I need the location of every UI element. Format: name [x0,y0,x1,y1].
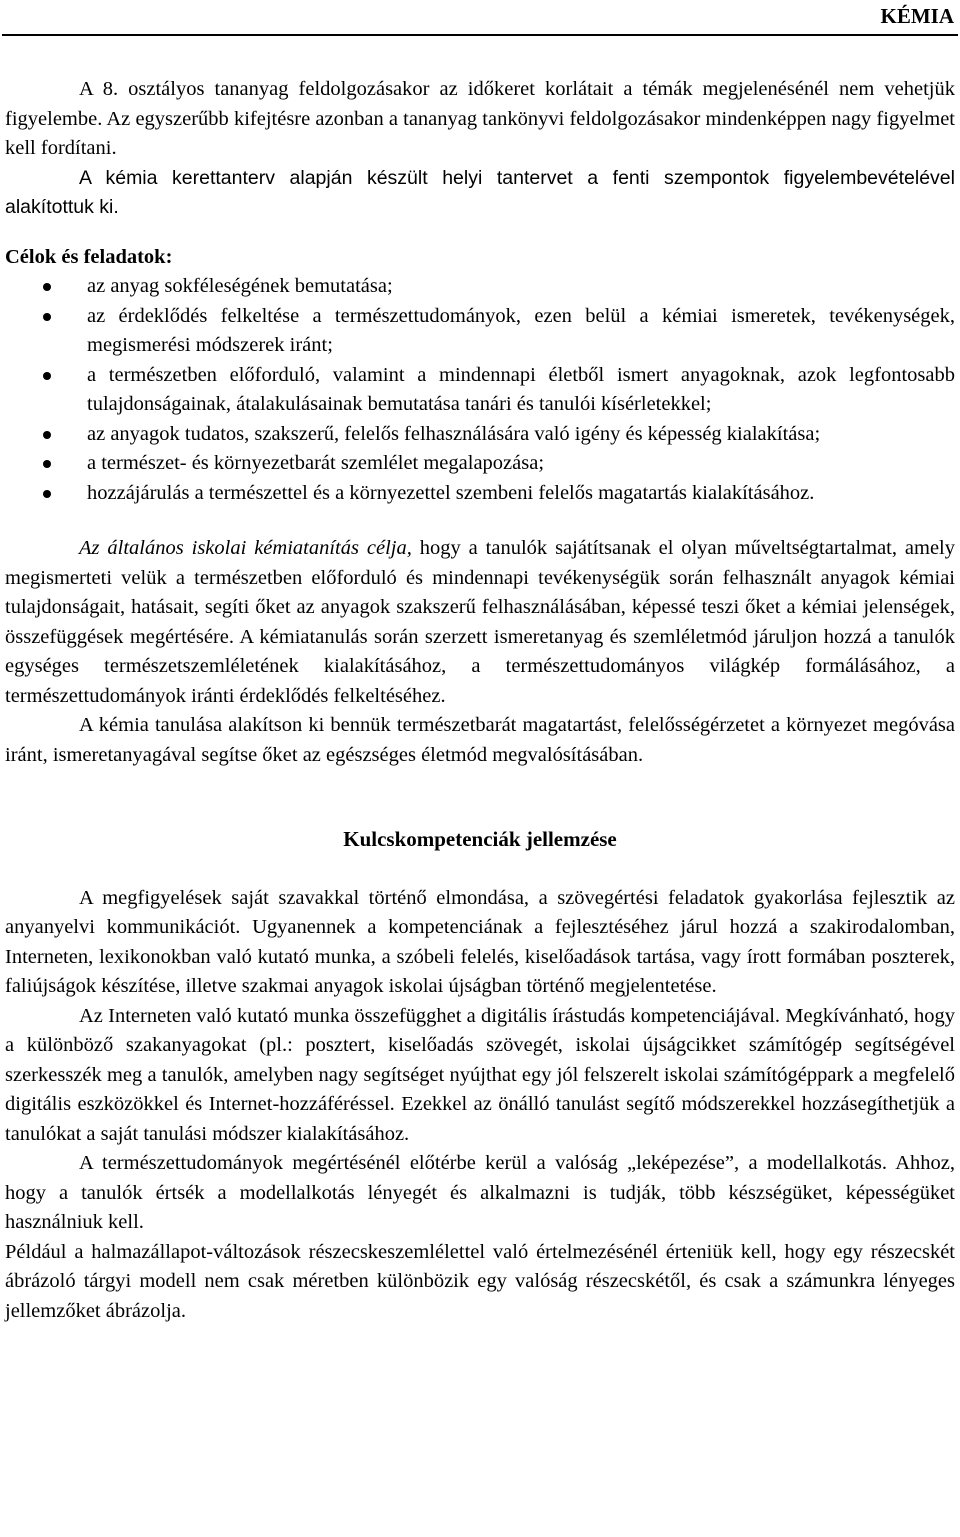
goals-list-item: a természetben előforduló, valamint a mindennapi életből ismert anyagoknak, azok legfontosabb tulajdonságainak, átalakulásainak bemutatása tanári és tanulói kísérletekkel; [5,361,955,420]
competences-paragraph-2: Az Interneten való kutató munka összefügghet a digitális írástudás kompetenciájával. Megkívánható, hogy a különböző szakanyagokat (pl.: posztert, kiselőadás szövegét, iskolai újságcikket számítógép segítségével szerkesszék meg a tanulók, amelyben nagy segítséget nyújthat egy jól felszerelt iskolai számítógéppark a megfelelő digitális eszközökkel és Internet-hozzáféréssel. Ezekkel az önálló tanulást segítő módszerekkel hozzásegíthetjük a tanulókat a saját tanulási módszer kialakításához. [5,1004,955,1145]
competences-heading: Kulcskompetenciák jellemzése [343,827,617,851]
intro-paragraph-1: A 8. osztályos tananyag feldolgozásakor az időkeret korlátait a témák megjelenésénél nem vehetjük figyelembe. Az egyszerűbb kifejtésre azonban a tananyag tankönyvi feldolgozásakor mindenképpen nagy figyelmet kell fordítani. [5,78,955,159]
intro-paragraph-2: A kémia kerettanterv alapján készült helyi tantervet a fenti szempontok figyelembevételével alakítottuk ki. [5,166,955,218]
document-subject-header: KÉMIA [880,4,954,28]
goals-list [5,272,955,508]
competences-paragraph-1: A megfigyelések saját szavakkal történő elmondása, a szövegértési feladatok gyakorlása fejlesztik az anyanyelvi kommunikációt. Ugyanennek a kompetenciának a fejlesztéséhez járul hozzá a szakirodalomban, Interneten, lexikonokban való kutató munka, a szóbeli felelés, kiselőadások tartása, vagy írott formában poszterek, faliújságok készítése, illetve szakmai anyagok iskolai újságban történő megjelentetése. [5,886,955,997]
competences-paragraph-3: A természettudományok megértésénél előtérbe kerül a valóság „leképezése”, a modellalkotás. Ahhoz, hogy a tanulók értsék a modellalkotás lényegét és alkalmazni is tudják, több készségüket, képességüket használniuk kell. [5,1152,955,1233]
aim-paragraph-1 [5,534,955,711]
goals-list-item: az anyagok tudatos, szakszerű, felelős felhasználására való igény és képesség kialakítása; [5,420,955,450]
competences-paragraph-4: Például a halmazállapot-változások részecskeszemlélettel való értelmezésénél érteniük kell, hogy egy részecskét ábrázoló tárgyi modell nem csak méretben különbözik egy valóság részecskétől, és csak a számunkra lényeges jellemzőket ábrázolja. [5,1240,955,1322]
aim-lead-phrase: Az általános iskolai kémiatanítás célja, [79,537,412,559]
aim-paragraph-1-text: hogy a tanulók sajátítsanak el olyan műveltségtartalmat, amely megismerteti velük a természetben előforduló és mindennapi tevékenységük során felhasznált anyagok kémiai tulajdonságait, hatásait, segíti őket az anyagok szakszerű felhasználásában, képessé teszi őket a kémiai jelenségek, összefüggések megértésére. A kémiatanulás során szerzett ismeretanyag és szemléletmód járuljon hozzá a tanulók egységes természetszemléletének kialakításához, a természettudományos világkép formálásához, a természettudományok iránti érdeklődés felkeltéséhez. [5,537,955,707]
goals-list-item: hozzájárulás a természettel és a környezettel szembeni felelős magatartás kialakításához. [5,479,955,509]
goals-list-item: a természet- és környezetbarát szemlélet megalapozása; [5,449,955,479]
document-body [5,75,955,1326]
goals-heading: Célok és feladatok: [5,245,173,268]
header-rule [2,34,958,36]
goals-list-item: az érdeklődés felkeltése a természettudományok, ezen belül a kémiai ismeretek, tevékenységek, megismerési módszerek iránt; [5,302,955,361]
goals-list-item: az anyag sokféleségének bemutatása; [5,272,955,302]
aim-paragraph-2: A kémia tanulása alakítson ki bennük természetbarát magatartást, felelősségérzetet a környezet megóvása iránt, ismeretanyagával segítse őket az egészséges életmód megvalósításában. [5,714,955,766]
